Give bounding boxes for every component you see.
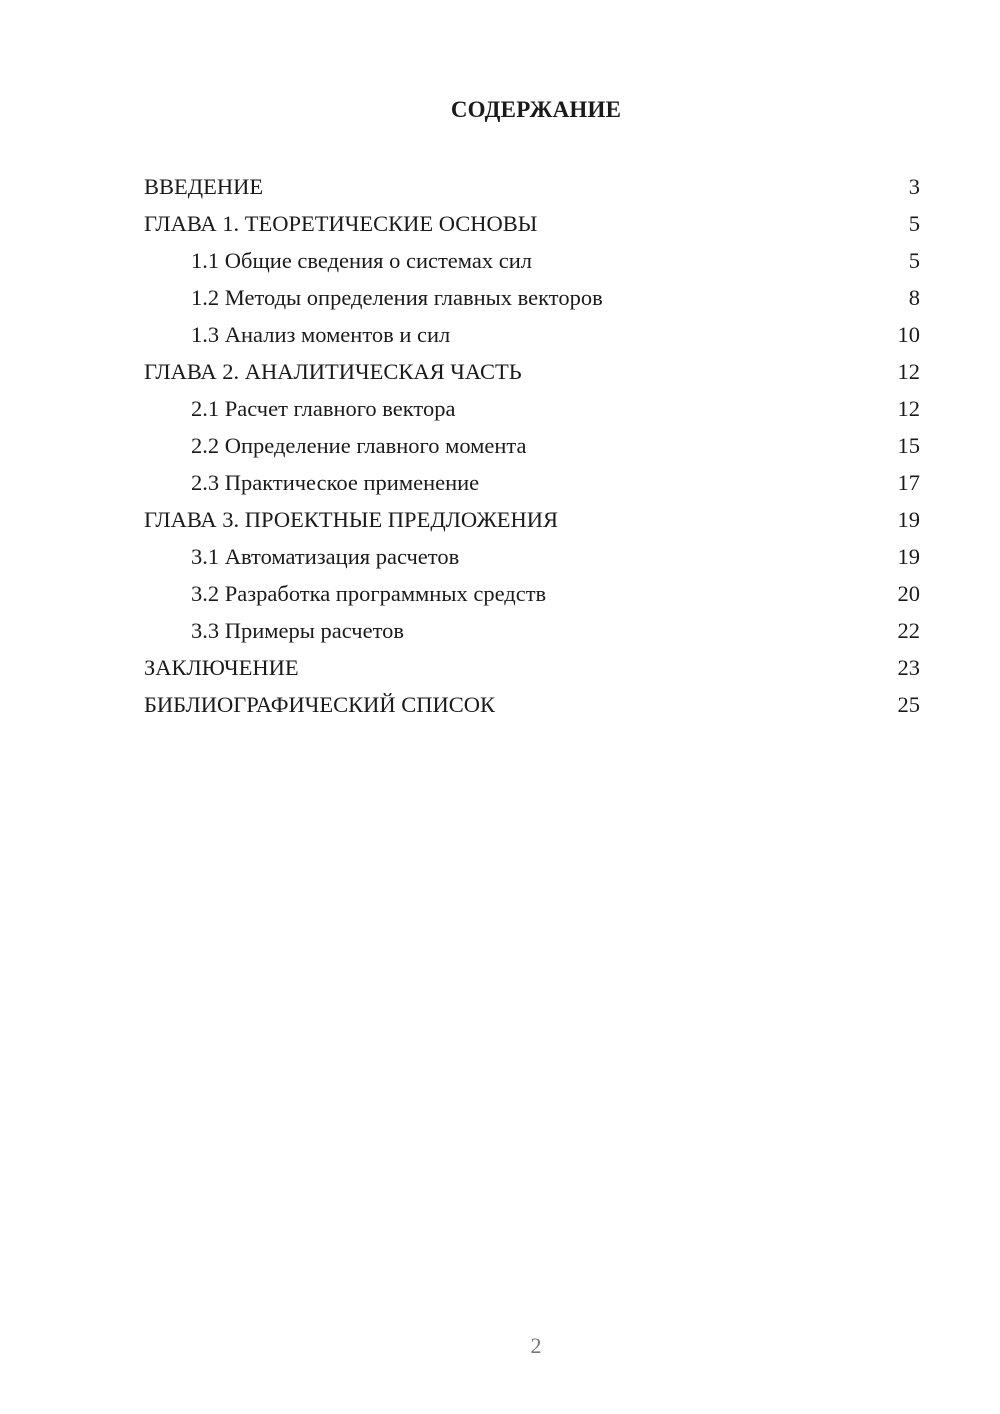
toc-entry[interactable] bbox=[144, 168, 920, 205]
toc-entry[interactable] bbox=[144, 575, 920, 612]
toc-entry-page: 10 bbox=[897, 322, 920, 347]
toc-entry-page: 20 bbox=[897, 581, 920, 606]
toc-entry-label: 3.3 Примеры расчетов bbox=[191, 618, 404, 643]
toc-entry[interactable] bbox=[144, 316, 920, 353]
toc-entry-page: 5 bbox=[908, 211, 920, 236]
toc-entry-page: 3 bbox=[908, 174, 920, 199]
toc-entry[interactable] bbox=[144, 612, 920, 649]
toc-entry[interactable] bbox=[144, 390, 920, 427]
toc-entry-label: ГЛАВА 3. ПРОЕКТНЫЕ ПРЕДЛОЖЕНИЯ bbox=[144, 507, 559, 532]
toc-entry-label: 3.2 Разработка программных средств bbox=[191, 581, 547, 606]
toc-entry-label: 2.1 Расчет главного вектора bbox=[191, 396, 456, 421]
toc-entry-label: ВВЕДЕНИЕ bbox=[144, 174, 264, 199]
toc-entry[interactable] bbox=[144, 242, 920, 279]
toc-entry-page: 5 bbox=[908, 248, 920, 273]
toc-entry[interactable] bbox=[144, 501, 920, 538]
toc-entry-page: 19 bbox=[897, 507, 920, 532]
toc-entry-label: 2.2 Определение главного момента bbox=[191, 433, 527, 458]
toc-entry-label: ГЛАВА 2. АНАЛИТИЧЕСКАЯ ЧАСТЬ bbox=[144, 359, 522, 384]
toc-entry-page: 25 bbox=[897, 692, 920, 717]
toc-entry[interactable] bbox=[144, 464, 920, 501]
toc-entry[interactable] bbox=[144, 205, 920, 242]
toc-entry-label: 1.2 Методы определения главных векторов bbox=[191, 285, 603, 310]
toc-entry[interactable] bbox=[144, 353, 920, 390]
toc-entry-label: ГЛАВА 1. ТЕОРЕТИЧЕСКИЕ ОСНОВЫ bbox=[144, 211, 538, 236]
toc-entry-page: 8 bbox=[908, 285, 920, 310]
toc-entry-page: 23 bbox=[897, 655, 920, 680]
toc-entry-page: 17 bbox=[897, 470, 920, 495]
toc-entry-label: 2.3 Практическое применение bbox=[191, 470, 480, 495]
toc-entry[interactable] bbox=[144, 538, 920, 575]
toc-entry[interactable] bbox=[144, 279, 920, 316]
toc-entry-label: БИБЛИОГРАФИЧЕСКИЙ СПИСОК bbox=[144, 692, 496, 717]
toc-entry-page: 22 bbox=[897, 618, 920, 643]
toc-entry-page: 12 bbox=[897, 359, 920, 384]
toc-entry-label: 1.3 Анализ моментов и сил bbox=[191, 322, 451, 347]
toc-entry-label: 1.1 Общие сведения о системах сил bbox=[191, 248, 532, 273]
toc-entry-label: 3.1 Автоматизация расчетов bbox=[191, 544, 460, 569]
toc-entry-page: 19 bbox=[897, 544, 920, 569]
toc-entry-page: 15 bbox=[897, 433, 920, 458]
table-of-contents bbox=[144, 168, 920, 723]
page-number: 2 bbox=[530, 1333, 542, 1358]
toc-entry-label: ЗАКЛЮЧЕНИЕ bbox=[144, 655, 299, 680]
toc-title: СОДЕРЖАНИЕ bbox=[450, 97, 622, 122]
toc-entry[interactable] bbox=[144, 686, 920, 723]
toc-entry[interactable] bbox=[144, 427, 920, 464]
toc-entry-page: 12 bbox=[897, 396, 920, 421]
toc-entry[interactable] bbox=[144, 649, 920, 686]
